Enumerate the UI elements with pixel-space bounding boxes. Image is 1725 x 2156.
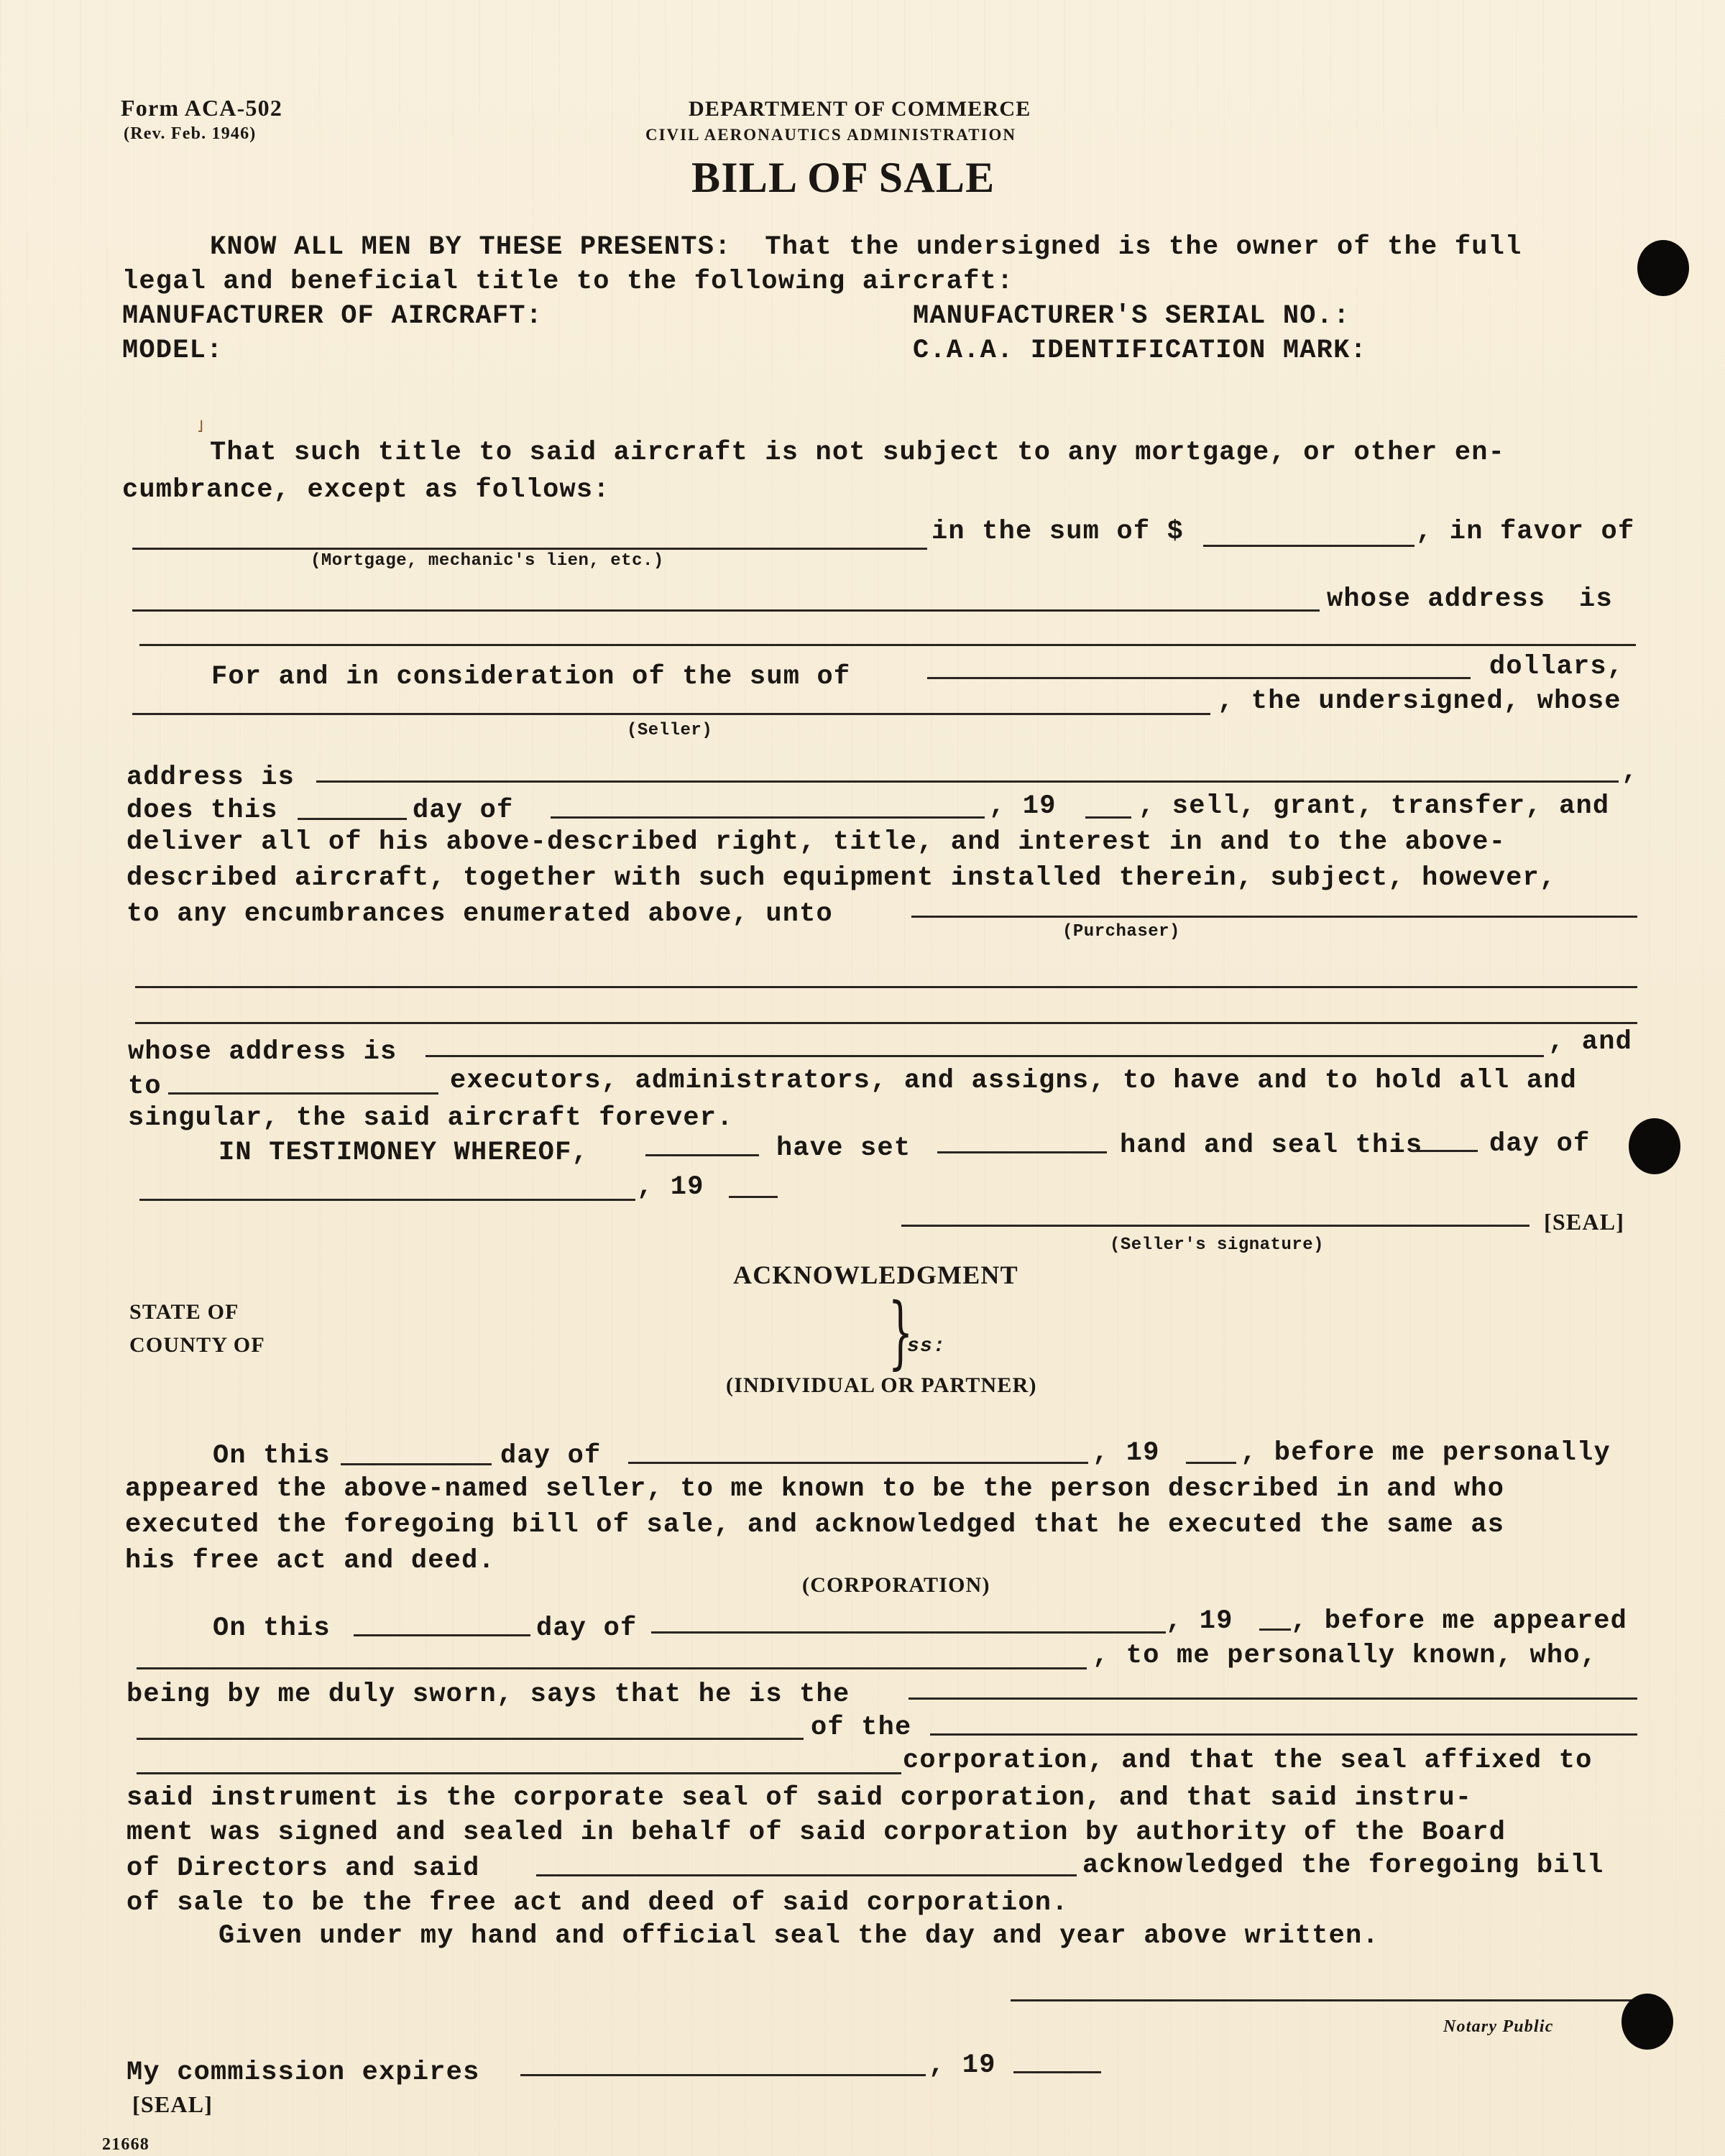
encumbrance-amount-field[interactable] — [1203, 545, 1414, 547]
encumbrance-line-2: cumbrance, except as follows: — [122, 475, 610, 505]
page-title: BILL OF SALE — [691, 154, 995, 201]
ind-line-4: his free act and deed. — [125, 1546, 495, 1576]
form-revision: (Rev. Feb. 1946) — [124, 124, 257, 143]
corp-line-sale: of sale to be the free act and deed of said corporation. — [126, 1888, 1069, 1918]
ind-month-field[interactable] — [628, 1462, 1088, 1464]
acknowledgment-title: ACKNOWLEDGMENT — [733, 1261, 1018, 1289]
manufacturer-label: MANUFACTURER OF AIRCRAFT: — [122, 301, 543, 331]
seller-signature-caption: (Seller's signature) — [1110, 1235, 1325, 1255]
purchaser-and-label: , and — [1548, 1027, 1633, 1057]
corp-year-label: , 19 — [1166, 1606, 1233, 1636]
corp-line-instrument: said instrument is the corporate seal of said corporation, and that said instru- — [126, 1783, 1473, 1813]
encumbrance-type-field[interactable] — [132, 548, 927, 550]
ind-year-field[interactable] — [1186, 1462, 1236, 1464]
corp-officer-title-field-2[interactable] — [137, 1738, 804, 1740]
corp-day-of-label: day of — [536, 1613, 638, 1644]
agency-name: CIVIL AERONAUTICS ADMINISTRATION — [645, 126, 1017, 144]
corp-acknowledged-label: acknowledged the foregoing bill — [1082, 1851, 1604, 1881]
dollars-label: dollars, — [1489, 652, 1624, 682]
seller-seal-label: [SEAL] — [1544, 1209, 1625, 1235]
state-of-label: STATE OF — [129, 1300, 239, 1324]
corp-day-field[interactable] — [354, 1634, 530, 1636]
purchaser-address-field[interactable] — [426, 1055, 1544, 1057]
ss-label: ss: — [907, 1335, 947, 1358]
commission-year-field[interactable] — [1013, 2071, 1101, 2073]
purchaser-caption: (Purchaser) — [1062, 922, 1180, 941]
does-this-label: does this — [126, 796, 278, 826]
department-name: DEPARTMENT OF COMMERCE — [689, 97, 1031, 121]
purchaser-heirs-field[interactable] — [168, 1092, 438, 1095]
consideration-amount-field[interactable] — [927, 677, 1471, 679]
seller-address-field[interactable] — [316, 780, 1619, 783]
corp-on-this-label: On this — [213, 1613, 331, 1644]
sale-day-field[interactable] — [298, 818, 407, 820]
individual-heading: (INDIVIDUAL OR PARTNER) — [726, 1373, 1037, 1397]
corp-seal-label: corporation, and that the seal affixed to — [903, 1746, 1593, 1776]
ind-day-field[interactable] — [341, 1463, 492, 1465]
purchaser-address-label: whose address is — [128, 1037, 397, 1067]
commission-year-label: , 19 — [929, 2050, 996, 2081]
purchaser-name-field[interactable] — [911, 916, 1637, 918]
deliver-line: deliver all of his above-described right, title, and interest in and to the above- — [126, 827, 1506, 857]
corp-directors-label: of Directors and said — [126, 1853, 480, 1884]
notary-seal-label: [SEAL] — [132, 2091, 213, 2117]
sale-year-label: , 19 — [989, 791, 1057, 821]
ind-line-3: executed the foregoing bill of sale, and acknowledged that he executed the same as — [125, 1510, 1505, 1540]
caa-mark-label: C.A.A. IDENTIFICATION MARK: — [913, 336, 1367, 366]
testimony-day-field[interactable] — [1410, 1150, 1478, 1152]
county-of-label: COUNTY OF — [129, 1333, 265, 1357]
testimony-year-label: , 19 — [637, 1172, 704, 1202]
encumbrance-type-caption: (Mortgage, mechanic's lien, etc.) — [310, 551, 664, 571]
seller-address-comma: , — [1622, 757, 1639, 787]
intro-line-1: KNOW ALL MEN BY THESE PRESENTS: That the undersigned is the owner of the full — [210, 232, 1522, 262]
testimony-day-of-label: day of — [1489, 1129, 1591, 1159]
hole-punch-bottom — [1622, 1994, 1673, 2050]
corp-of-the-label: of the — [811, 1713, 912, 1743]
corp-sworn-label: being by me duly sworn, says that he is the — [126, 1680, 850, 1710]
corp-officer-ack-field[interactable] — [536, 1874, 1077, 1876]
corp-officer-name-field[interactable] — [137, 1667, 1087, 1669]
ind-line-2: appeared the above-named seller, to me known to be the person described in and who — [125, 1474, 1505, 1504]
intro-line-2: legal and beneficial title to the following aircraft: — [122, 267, 1014, 297]
corp-name-field[interactable] — [930, 1733, 1637, 1736]
hole-punch-top — [1637, 240, 1689, 296]
given-under-line: Given under my hand and official seal the day and year above written. — [218, 1921, 1379, 1951]
commission-date-field[interactable] — [520, 2074, 926, 2076]
brace-icon: } — [888, 1286, 914, 1378]
seller-caption: (Seller) — [627, 721, 713, 740]
corp-year-field[interactable] — [1259, 1628, 1291, 1631]
have-set-label: have set — [776, 1133, 911, 1164]
corp-before-label: , before me appeared — [1291, 1606, 1628, 1636]
testimony-who-field[interactable] — [645, 1154, 759, 1156]
whose-address-label: whose address is — [1327, 584, 1613, 614]
margin-mark: ˩ — [196, 419, 206, 437]
sale-year-field[interactable] — [1085, 816, 1131, 819]
sale-month-field[interactable] — [551, 816, 985, 819]
favor-label: , in favor of — [1416, 517, 1635, 547]
to-label: to — [128, 1072, 162, 1102]
unto-line: to any encumbrances enumerated above, unto — [126, 899, 833, 929]
ind-day-of-label: day of — [500, 1441, 602, 1471]
testimony-year-field[interactable] — [729, 1196, 778, 1198]
sale-day-of-label: day of — [413, 796, 514, 826]
hole-punch-middle — [1629, 1118, 1680, 1174]
sell-grant-label: , sell, grant, transfer, and — [1138, 791, 1610, 821]
corporation-heading: (CORPORATION) — [802, 1573, 990, 1597]
purchaser-name-field-3[interactable] — [135, 1022, 1637, 1024]
serial-number-label: MANUFACTURER'S SERIAL NO.: — [913, 301, 1351, 331]
testimony-whose-field[interactable] — [937, 1151, 1107, 1153]
ind-year-label: , 19 — [1092, 1438, 1160, 1468]
commission-label: My commission expires — [126, 2058, 480, 2088]
encumbrance-holder-field[interactable] — [132, 609, 1320, 612]
encumbrance-line-1: That such title to said aircraft is not subject to any mortgage, or other en- — [210, 438, 1506, 468]
notary-public-caption: Notary Public — [1443, 2017, 1554, 2036]
corp-known-label: , to me personally known, who, — [1092, 1641, 1598, 1671]
encumbrance-holder-address-field[interactable] — [139, 644, 1636, 646]
executors-line: executors, administrators, and assigns, to have and to hold all and — [450, 1066, 1578, 1096]
corp-officer-title-field[interactable] — [908, 1697, 1637, 1700]
purchaser-name-field-2[interactable] — [135, 986, 1637, 988]
seller-address-label: address is — [126, 763, 295, 793]
sum-label: in the sum of $ — [932, 517, 1184, 547]
form-number: Form ACA-502 — [121, 95, 283, 121]
singular-line: singular, the said aircraft forever. — [128, 1103, 734, 1133]
testimony-month-field[interactable] — [139, 1199, 635, 1201]
corp-line-ment: ment was signed and sealed in behalf of said corporation by authority of the Board — [126, 1818, 1506, 1848]
corp-month-field[interactable] — [651, 1631, 1166, 1634]
notary-signature-field[interactable] — [1011, 1999, 1637, 2001]
hand-seal-label: hand and seal this — [1120, 1130, 1423, 1161]
seller-name-field[interactable] — [132, 713, 1210, 715]
described-line: described aircraft, together with such equipment installed therein, subject, however, — [126, 863, 1557, 893]
seller-signature-field[interactable] — [901, 1225, 1530, 1227]
ind-before-label: , before me personally — [1241, 1438, 1611, 1468]
testimoney-label: IN TESTIMONEY WHEREOF, — [218, 1138, 589, 1168]
ind-on-this-label: On this — [213, 1441, 331, 1471]
corp-name-field-2[interactable] — [137, 1772, 901, 1774]
print-number: 21668 — [102, 2135, 150, 2154]
undersigned-label: , the undersigned, whose — [1218, 686, 1622, 717]
model-label: MODEL: — [122, 336, 224, 366]
consideration-label: For and in consideration of the sum of — [211, 662, 851, 692]
